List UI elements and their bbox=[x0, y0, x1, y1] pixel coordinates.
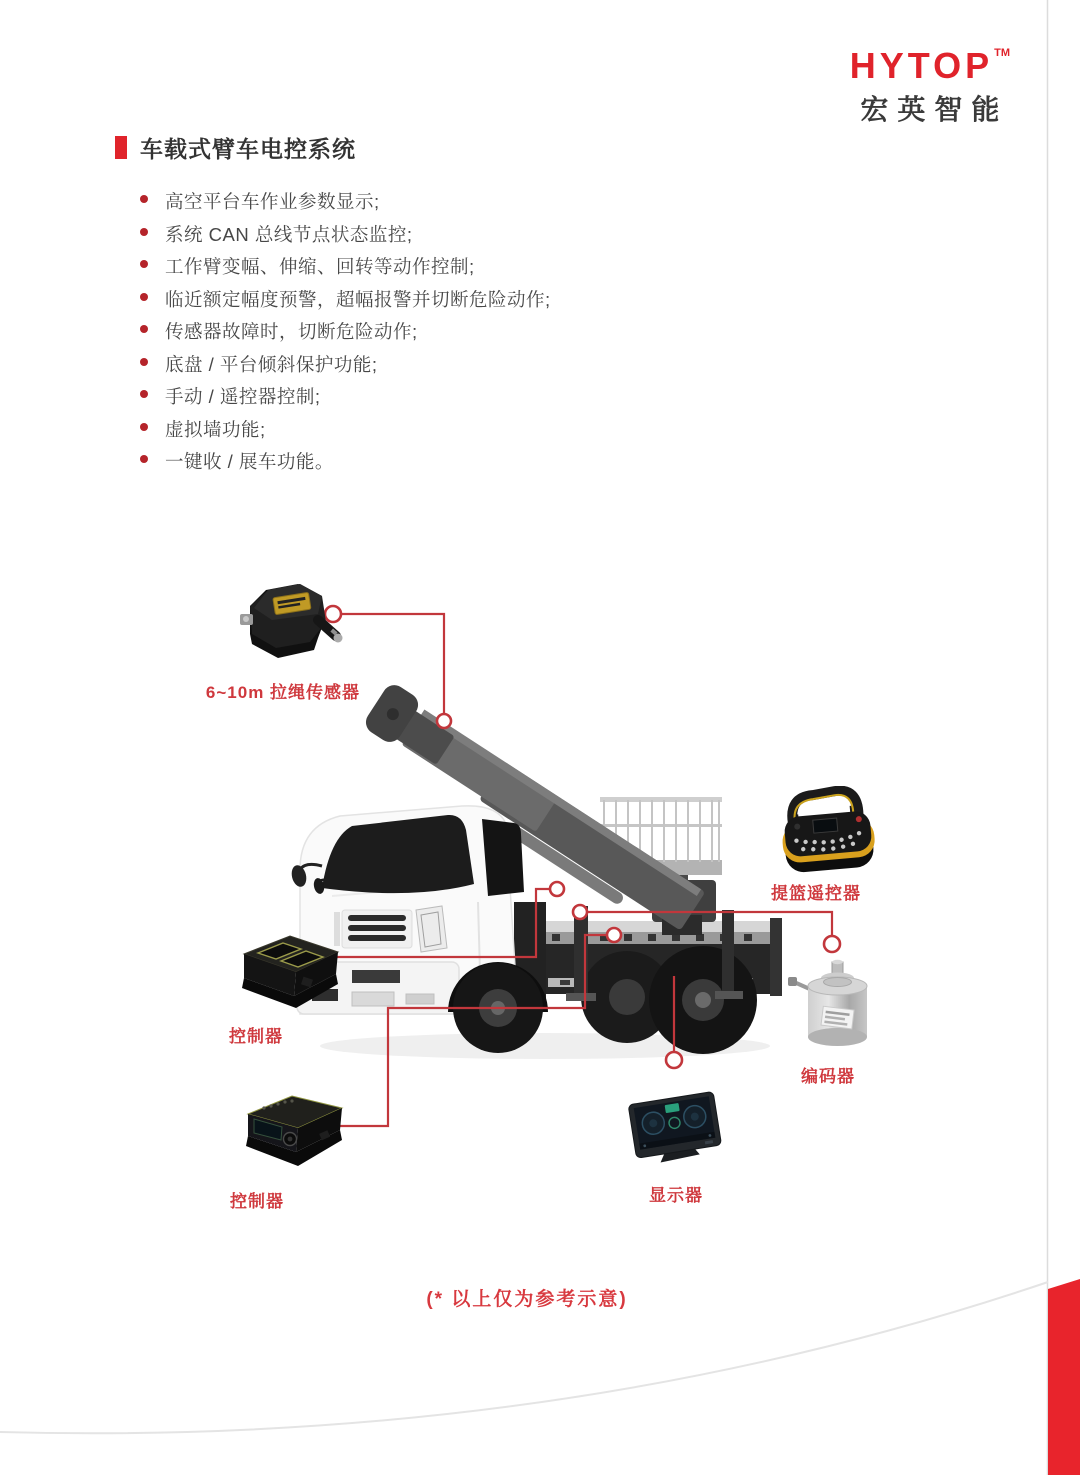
bullet-dot bbox=[140, 390, 148, 398]
rope-sensor-label: 6~10m 拉绳传感器 bbox=[205, 683, 361, 702]
hytop-logo bbox=[849, 45, 1010, 128]
logo-chinese-name: 宏英智能 bbox=[860, 94, 1009, 125]
bullet-dot bbox=[140, 293, 148, 301]
encoder-label: 编码器 bbox=[801, 1067, 855, 1086]
feature-item: 手动 / 遥控器控制; bbox=[140, 383, 551, 416]
feature-item: 底盘 / 平台倾斜保护功能; bbox=[140, 351, 551, 384]
bullet-dot bbox=[140, 455, 148, 463]
logo-wordmark: HYTOP™ bbox=[849, 45, 1010, 86]
basket-remote-image bbox=[774, 786, 880, 887]
bullet-dot bbox=[140, 260, 148, 268]
bullet-dot bbox=[140, 358, 148, 366]
feature-item: 传感器故障时，切断危险动作; bbox=[140, 318, 551, 351]
trademark-mark: TM bbox=[994, 47, 1010, 59]
display-label: 显示器 bbox=[649, 1186, 703, 1205]
feature-item: 工作臂变幅、伸缩、回转等动作控制; bbox=[140, 253, 551, 286]
section-title-row bbox=[115, 131, 356, 164]
decor-red-corner bbox=[1048, 1279, 1080, 1475]
reference-footnote: (* 以上仅为参考示意) bbox=[426, 1289, 628, 1310]
page-title: 车载式臂车电控系统 bbox=[140, 136, 356, 162]
encoder-image bbox=[788, 956, 886, 1055]
bullet-dot bbox=[140, 195, 148, 203]
truck-illustration bbox=[290, 681, 782, 1054]
controller-top-image bbox=[226, 926, 354, 1025]
feature-item: 系统 CAN 总线节点状态监控; bbox=[140, 221, 551, 254]
controller-bottom-image bbox=[234, 1088, 356, 1175]
feature-list bbox=[140, 188, 551, 481]
rope-sensor-image bbox=[238, 578, 346, 677]
display-image bbox=[624, 1086, 724, 1171]
bullet-dot bbox=[140, 423, 148, 431]
title-bullet-mark bbox=[115, 136, 127, 159]
feature-item: 一键收 / 展车功能。 bbox=[140, 448, 551, 481]
controller-bottom-label: 控制器 bbox=[230, 1192, 284, 1211]
bullet-dot bbox=[140, 325, 148, 333]
feature-item: 临近额定幅度预警，超幅报警并切断危险动作; bbox=[140, 286, 551, 319]
feature-item: 虚拟墙功能; bbox=[140, 416, 551, 449]
controller-top-label: 控制器 bbox=[229, 1027, 283, 1046]
bullet-dot bbox=[140, 228, 148, 236]
basket-remote-label: 提篮遥控器 bbox=[771, 884, 861, 903]
feature-item: 高空平台车作业参数显示; bbox=[140, 188, 551, 221]
